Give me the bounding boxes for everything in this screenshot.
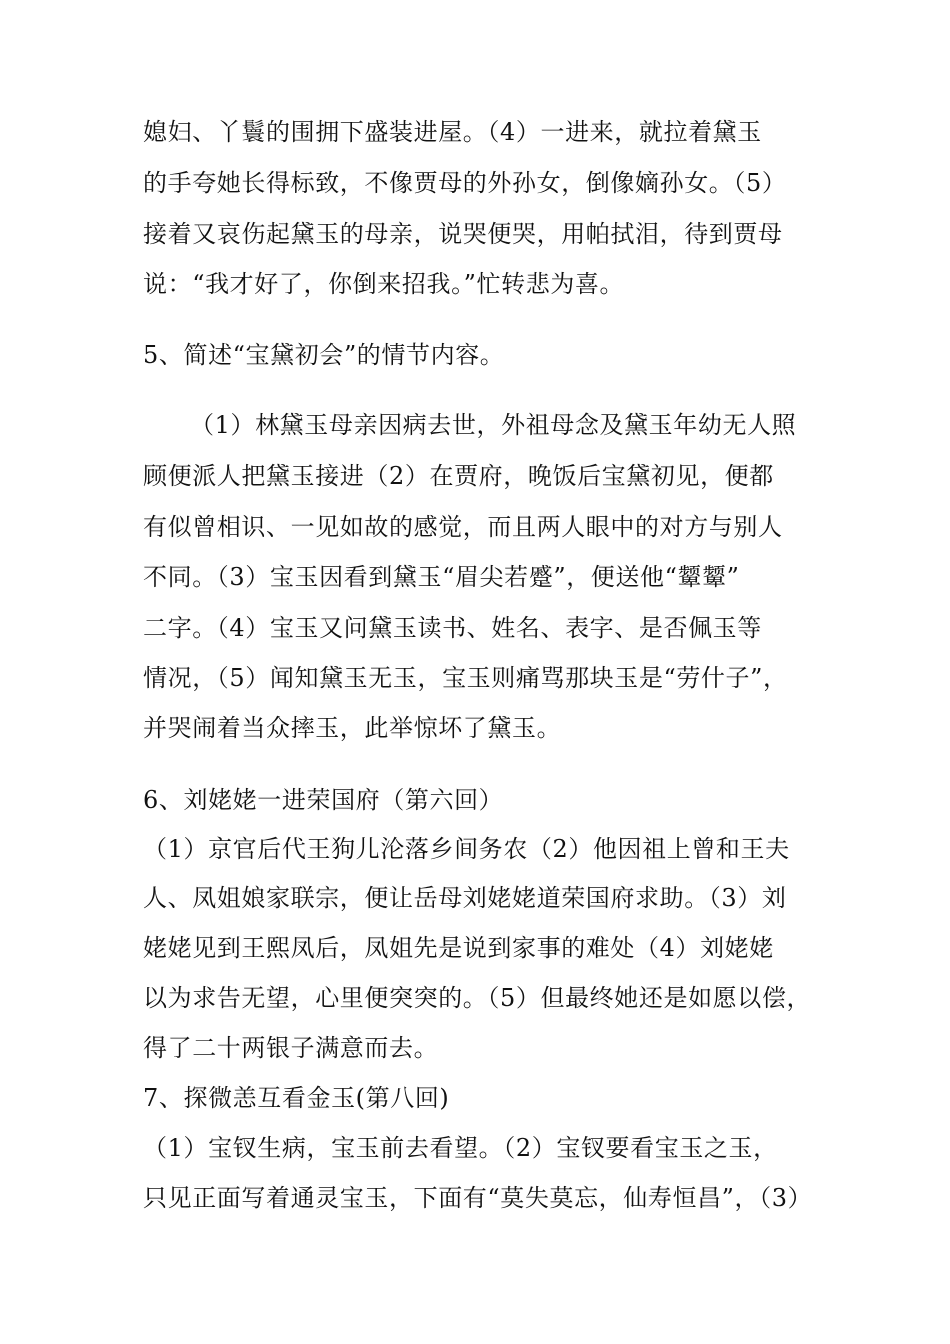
text-line: 的手夸她长得标致，不像贾母的外孙女，倒像嫡孙女。（5） — [143, 169, 787, 197]
text-line: 说：“我才好了，你倒来招我。”忙转悲为喜。 — [143, 270, 625, 298]
text-line: 接着又哀伤起黛玉的母亲，说哭便哭，用帕拭泪，待到贾母 — [143, 220, 783, 248]
text-line: 以为求告无望，心里便突突的。（5）但最终她还是如愿以偿， — [143, 984, 812, 1012]
text-line: （1）林黛玉母亲因病去世，外祖母念及黛玉年幼无人照 — [190, 411, 797, 439]
text-line: 姥姥见到王熙凤后，凤姐先是说到家事的难处（4）刘姥姥 — [143, 934, 774, 962]
text-line: （1）宝钗生病，宝玉前去看望。（2）宝钗要看宝玉之玉， — [143, 1134, 778, 1162]
text-line: 人、凤姐娘家联宗，便让岳母刘姥姥道荣国府求助。（3）刘 — [143, 884, 787, 912]
section-heading: 7、探微恙互看金玉(第八回) — [143, 1084, 450, 1112]
text-line: 媳妇、丫鬟的围拥下盛装进屋。（4）一进来，就拉着黛玉 — [143, 118, 762, 146]
text-line: 情况，（5）闻知黛玉无玉，宝玉则痛骂那块玉是“劳什子”， — [143, 664, 788, 692]
text-line: 不同。（3）宝玉因看到黛玉“眉尖若蹙”，便送他“颦颦” — [143, 563, 740, 591]
text-line: 二字。（4）宝玉又问黛玉读书、姓名、表字、是否佩玉等 — [143, 614, 762, 642]
text-line: （1）京官后代王狗儿沦落乡间务农（2）他因祖上曾和王夫 — [143, 835, 790, 863]
text-line: 只见正面写着通灵宝玉，下面有“莫失莫忘，仙寿恒昌”，（3） — [143, 1184, 813, 1212]
section-heading: 5、简述“宝黛初会”的情节内容。 — [143, 341, 505, 369]
section-heading: 6、刘姥姥一进荣国府（第六回） — [143, 786, 504, 814]
text-line: 并哭闹着当众摔玉，此举惊坏了黛玉。 — [143, 714, 562, 742]
text-line: 顾便派人把黛玉接进（2）在贾府，晚饭后宝黛初见，便都 — [143, 462, 774, 490]
text-line: 得了二十两银子满意而去。 — [143, 1034, 439, 1062]
text-line: 有似曾相识、一见如故的感觉，而且两人眼中的对方与别人 — [143, 513, 783, 541]
